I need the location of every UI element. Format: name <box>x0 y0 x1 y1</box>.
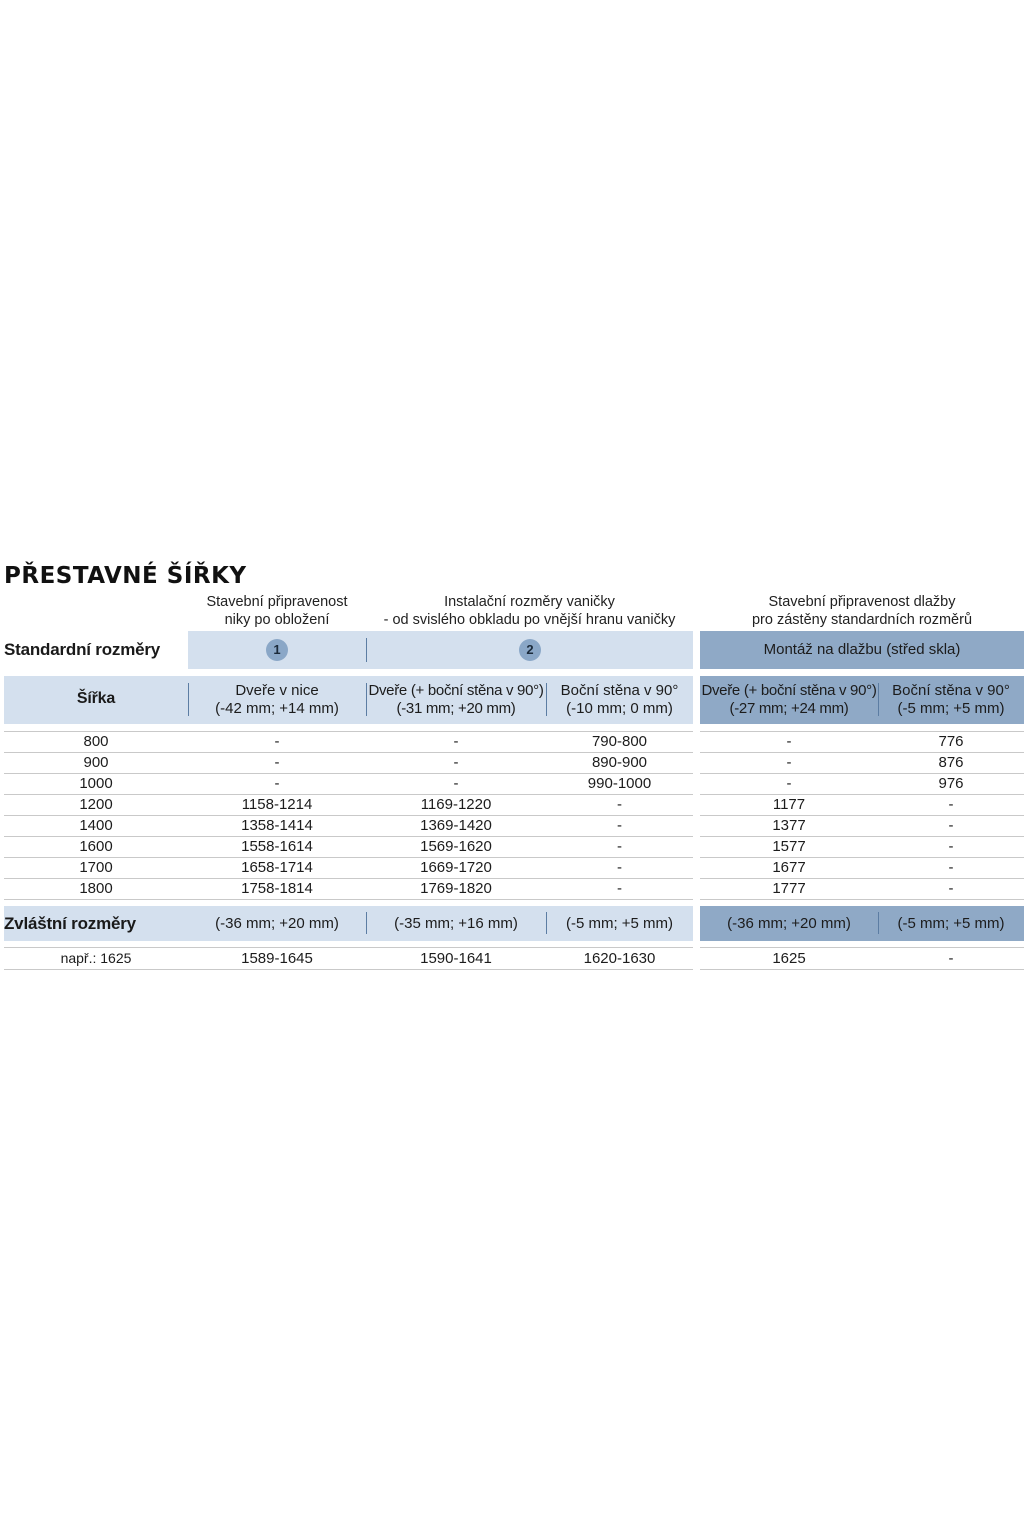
row-cell-3: - <box>617 796 622 813</box>
row-cell-1: 1758-1814 <box>241 880 313 897</box>
row-cell-3: - <box>617 859 622 876</box>
column-header-sirka: Šířka <box>76 690 116 707</box>
row-cell-1: 1558-1614 <box>241 838 313 855</box>
row-cell-2: 1669-1720 <box>420 859 492 876</box>
example-cell-1: 1589-1645 <box>241 950 313 967</box>
row-cell-3: 790-800 <box>591 733 648 750</box>
row-cell-1: - <box>274 754 280 771</box>
group-header-3 <box>700 593 1024 629</box>
example-cell-5: - <box>948 950 954 967</box>
page-title: PŘESTAVNÉ ŠÍŘKY <box>4 563 247 589</box>
special-tolerance-5: (-5 mm; +5 mm) <box>897 915 1005 932</box>
row-cell-2: 1569-1620 <box>420 838 492 855</box>
row-width: 1000 <box>79 775 113 792</box>
row-cell-3: 890-900 <box>591 754 648 771</box>
row-width: 800 <box>83 733 109 750</box>
example-width: např.: 1625 <box>60 950 132 966</box>
example-cell-4: 1625 <box>772 950 806 967</box>
row-cell-1: - <box>274 775 280 792</box>
group-header-2-line1: Instalační rozměry vaničky <box>444 594 615 610</box>
example-cell-3: 1620-1630 <box>583 950 656 967</box>
group-header-1 <box>188 593 366 629</box>
row-line <box>700 969 1024 970</box>
row-cell-5: - <box>948 859 954 876</box>
row-line <box>4 899 693 900</box>
group-header-1-line1: Stavební připravenost <box>206 594 348 610</box>
row-width: 1700 <box>79 859 113 876</box>
column-header-5 <box>878 682 1024 718</box>
row-width: 900 <box>83 754 109 771</box>
row-cell-3: - <box>617 880 622 897</box>
column-header-4-line2: (-27 mm; +24 mm) <box>729 700 849 717</box>
row-cell-3: - <box>617 838 622 855</box>
standard-band-light <box>188 631 693 669</box>
row-cell-2: - <box>453 754 459 771</box>
column-header-5-line2: (-5 mm; +5 mm) <box>897 700 1005 717</box>
column-header-3-line2: (-10 mm; 0 mm) <box>566 700 673 717</box>
column-header-1-line2: (-42 mm; +14 mm) <box>215 700 339 717</box>
row-cell-2: 1169-1220 <box>420 796 492 813</box>
row-cell-4: - <box>786 775 792 792</box>
special-tolerance-1: (-36 mm; +20 mm) <box>215 915 339 932</box>
column-header-3 <box>546 682 693 718</box>
row-cell-4: - <box>786 754 792 771</box>
row-cell-2: - <box>453 775 459 792</box>
column-header-2 <box>366 682 546 718</box>
row-cell-4: 1777 <box>772 880 806 897</box>
row-cell-4: - <box>786 733 792 750</box>
row-cell-4: 1677 <box>772 859 806 876</box>
row-cell-2: 1769-1820 <box>420 880 492 897</box>
row-cell-5: 876 <box>938 754 964 771</box>
row-width: 1400 <box>79 817 113 834</box>
row-cell-4: 1177 <box>772 796 806 813</box>
row-cell-2: 1369-1420 <box>420 817 492 834</box>
badge-1: 1 <box>266 639 288 661</box>
column-header-1-line1: Dveře v nice <box>235 682 319 699</box>
example-cell-2: 1590-1641 <box>420 950 492 967</box>
row-width: 1200 <box>79 796 113 813</box>
row-line <box>700 899 1024 900</box>
row-cell-4: 1377 <box>772 817 806 834</box>
column-header-4-line1: Dveře (+ boční stěna v 90°) <box>701 682 877 699</box>
special-sizes-label: Zvláštní rozměry <box>4 914 136 933</box>
group-header-3-line2: pro zástěny standardních rozměrů <box>751 612 973 628</box>
column-header-3-line1: Boční stěna v 90° <box>560 682 679 699</box>
row-cell-5: 776 <box>938 733 964 750</box>
montaz-label: Montáž na dlažbu (střed skla) <box>763 641 961 658</box>
row-cell-1: 1158-1214 <box>241 796 313 813</box>
divider <box>366 638 367 662</box>
row-line <box>4 969 693 970</box>
column-header-2-line2: (-31 mm; +20 mm) <box>396 700 516 717</box>
special-tolerance-4: (-36 mm; +20 mm) <box>727 915 851 932</box>
special-tolerance-3: (-5 mm; +5 mm) <box>565 915 674 932</box>
column-header-5-line1: Boční stěna v 90° <box>892 682 1010 699</box>
row-cell-1: - <box>274 733 280 750</box>
row-cell-1: 1658-1714 <box>241 859 313 876</box>
row-cell-5: - <box>948 838 954 855</box>
column-header-2-line1: Dveře (+ boční stěna v 90°) <box>368 682 544 699</box>
data-table-body <box>0 731 1024 899</box>
row-cell-4: 1577 <box>772 838 806 855</box>
group-header-3-line1: Stavební připravenost dlažby <box>768 594 956 610</box>
row-cell-5: - <box>948 796 954 813</box>
row-cell-3: - <box>617 817 622 834</box>
badge-2: 2 <box>519 639 541 661</box>
group-header-2 <box>366 593 693 629</box>
row-width: 1600 <box>79 838 113 855</box>
column-header-4 <box>700 682 878 718</box>
row-cell-2: - <box>453 733 459 750</box>
row-cell-5: 976 <box>938 775 964 792</box>
row-cell-5: - <box>948 817 954 834</box>
group-header-1-line2: niky po obložení <box>224 612 330 628</box>
row-cell-5: - <box>948 880 954 897</box>
standard-sizes-label: Standardní rozměry <box>4 640 161 659</box>
row-width: 1800 <box>79 880 113 897</box>
special-tolerance-2: (-35 mm; +16 mm) <box>394 915 518 932</box>
group-header-2-line2: - od svislého obkladu po vnější hranu vaničky <box>383 612 676 628</box>
column-header-1 <box>188 682 366 718</box>
row-cell-3: 990-1000 <box>587 775 652 792</box>
row-cell-1: 1358-1414 <box>241 817 313 834</box>
